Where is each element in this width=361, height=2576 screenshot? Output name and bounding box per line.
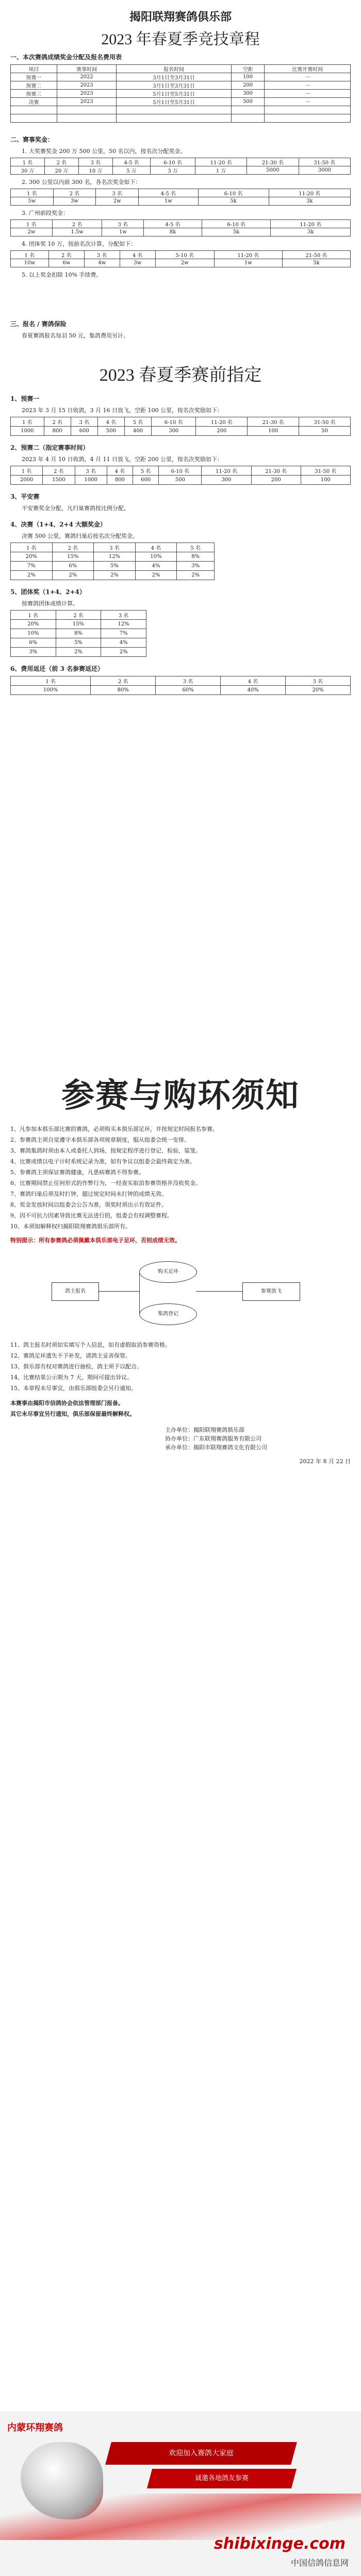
rule-item: 13、俱乐部有权对赛鸽进行抽检，鸽主须予以配合。 — [10, 1363, 142, 1370]
table-cell: 报名时间 — [117, 65, 232, 73]
table-cell: 3 名 — [156, 676, 221, 686]
race1-table — [10, 417, 351, 436]
table-cell: 21-30 名 — [251, 466, 301, 476]
table-row — [11, 81, 351, 90]
table-cell — [11, 114, 57, 123]
prize-table-2 — [10, 189, 351, 206]
table-cell: 5% — [56, 638, 101, 648]
table-cell: 1 名 — [11, 543, 53, 552]
section-registration — [10, 319, 351, 342]
table-cell: 1w — [214, 259, 282, 267]
table-cell: 4-5 名 — [112, 158, 150, 166]
table-cell: 1w — [102, 228, 144, 236]
rule-item: 2、参赛鸽主须自觉遵守本俱乐部各项规章制度，服从组委会统一安排。 — [10, 1137, 190, 1143]
table-row — [11, 427, 351, 436]
rule-item: 7、赛鸽归巢后须及时打钟，超过规定时间未打钟的成绩无效。 — [10, 1191, 167, 1197]
rule-item: 14、比赛结果公示期为 7 天，期间可提出异议。 — [10, 1374, 133, 1381]
table-cell: 100 — [248, 427, 299, 436]
paragraph: 春夏赛鸽报名每羽 50 元，集鸽费用另计。 — [22, 332, 129, 339]
table-cell: 赛事时间 — [57, 65, 116, 73]
team-table — [10, 610, 146, 657]
table-cell — [11, 106, 57, 114]
table-row — [11, 686, 351, 695]
table-cell: 3% — [177, 562, 215, 571]
table-cell: 1 名 — [11, 189, 54, 197]
table-cell: 4-5 名 — [139, 189, 199, 197]
table-header-row — [11, 611, 146, 620]
table-cell: 一 — [265, 90, 351, 98]
table-cell: 6-10 名 — [152, 417, 196, 427]
table-header-row — [11, 466, 351, 476]
table-row — [11, 562, 215, 571]
banner-slogan-1 — [105, 2442, 297, 2465]
table-cell: 7% — [101, 629, 146, 638]
table-cell: 2% — [101, 648, 146, 657]
table-cell — [57, 114, 116, 123]
table-cell: 2% — [52, 571, 94, 580]
table-cell: 100 — [301, 476, 350, 485]
table-cell: 5k — [282, 259, 350, 267]
table-cell: 2% — [94, 571, 136, 580]
table-cell: 1500 — [43, 476, 75, 485]
table-cell: 1 名 — [11, 611, 56, 620]
table-cell: 5 名 — [177, 543, 215, 552]
table-cell: 100 — [232, 73, 265, 81]
table-cell: 4% — [135, 562, 177, 571]
table-cell: 预赛一 — [11, 73, 57, 81]
flow-step-2: 集鸽登记 — [139, 1303, 197, 1325]
table-cell: 3 名 — [75, 466, 107, 476]
table-cell: 800 — [44, 427, 71, 436]
table-header-row — [11, 158, 351, 166]
closing-1: 本赛事由揭阳市信鸽协会依法管理部门报备。 — [10, 1400, 124, 1406]
table-cell: 3% — [11, 648, 56, 657]
slogan-1-text: 欢迎加入赛鸽大家庭 — [169, 2449, 234, 2458]
table-cell: 一 — [265, 81, 351, 90]
signature-block — [165, 1426, 351, 1466]
table-cell: 8% — [177, 552, 215, 562]
header — [10, 8, 351, 49]
co-organizer: 协办单位：广东联翔赛鸽服务有限公司 — [165, 1435, 261, 1442]
table-cell: 2w — [96, 197, 139, 206]
table-cell: 3 名 — [94, 543, 136, 552]
table-cell: 11-20 名 — [196, 417, 248, 427]
table-cell: 一 — [265, 98, 351, 106]
entry-table — [10, 64, 351, 123]
table-cell: 3w — [53, 197, 96, 206]
table-row — [11, 106, 351, 114]
table-cell: 200 — [232, 81, 265, 90]
rule-item: 6、比赛期间禁止任何形式的作弊行为，一经查实取消参赛资格并没收奖金。 — [10, 1180, 201, 1187]
table-cell: 11-20 名 — [269, 189, 350, 197]
table-cell: 5000 — [247, 166, 299, 175]
table-cell: 2 名 — [43, 466, 75, 476]
table-cell: 5% — [94, 562, 136, 571]
table-cell: 1000 — [75, 476, 107, 485]
table-cell: 1w — [139, 197, 199, 206]
table-header-row — [11, 543, 215, 552]
table-cell: 4 名 — [97, 417, 124, 427]
table-cell: 10 万 — [78, 166, 112, 175]
table-cell: 5 万 — [112, 166, 150, 175]
club-name: 揭阳联翔赛鸽俱乐部 — [129, 10, 232, 24]
table-cell: 5-10 名 — [155, 251, 214, 259]
table-cell: 21-30 名 — [248, 417, 299, 427]
table-cell: 2023 — [57, 90, 116, 98]
table-cell: 3 名 — [102, 220, 144, 228]
paragraph: 2. 300 公里以内前 300 名，各名次奖金如下： — [22, 179, 141, 185]
table-cell: 3000 — [299, 166, 350, 175]
table-header-row — [11, 189, 351, 197]
table-cell: 500 — [232, 98, 265, 106]
table-cell: 21-30 名 — [247, 158, 299, 166]
table-cell: 31-50 名 — [299, 417, 351, 427]
table-header-row — [11, 417, 351, 427]
part2-title: 2023 春夏季赛前指定 — [99, 366, 262, 385]
table-cell: 3 名 — [84, 251, 120, 259]
table-cell: 1 万 — [195, 166, 247, 175]
table-cell: 1 名 — [11, 158, 45, 166]
table-cell: 3 名 — [71, 417, 97, 427]
paragraph: 按赛鸽团体成绩计算。 — [22, 600, 78, 607]
table-cell: 2 名 — [91, 676, 156, 686]
table-cell: 8k — [144, 228, 202, 236]
prize-table-4 — [10, 250, 351, 267]
table-cell: 6% — [11, 638, 56, 648]
table-cell: 4 名 — [135, 543, 177, 552]
table-row — [11, 73, 351, 81]
table-header-row — [11, 220, 351, 228]
table-cell: 15% — [56, 620, 101, 629]
rules-title: 参赛与购环须知 — [61, 1077, 300, 1114]
table-cell: 6% — [52, 562, 94, 571]
table-cell: 300 — [202, 476, 251, 485]
rules-list-2 — [10, 1341, 351, 1393]
table-row — [11, 620, 146, 629]
table-cell: 项目 — [11, 65, 57, 73]
rule-item: 4、比赛成绩以电子计时系统记录为准，如有争议以组委会最终裁定为准。 — [10, 1158, 195, 1165]
table-cell — [117, 106, 232, 114]
table-cell: 2% — [177, 571, 215, 580]
table-row — [11, 638, 146, 648]
table-cell — [232, 114, 265, 123]
table-cell: 4-5 名 — [144, 220, 202, 228]
flow-diagram — [10, 1254, 351, 1331]
table-cell: 7% — [11, 562, 53, 571]
banner-title: 内蒙环翔赛鸽 — [7, 2422, 63, 2433]
rule-item: 9、因不可抗力因素导致比赛无法进行的，组委会有权调整赛程。 — [10, 1212, 173, 1219]
table-cell: 21-50 名 — [282, 251, 350, 259]
rule-item: 8、奖金发放时间以组委会公告为准，领奖时须出示有效证件。 — [10, 1201, 167, 1208]
table-cell: 5k — [202, 228, 271, 236]
red-note: 特别提示：所有参赛鸽必须佩戴本俱乐部电子足环，否则成绩无效。 — [10, 1237, 180, 1244]
table-cell: 600 — [71, 427, 97, 436]
table-cell: 200 — [196, 427, 248, 436]
rule-item: 10、本须知解释权归揭阳联翔赛鸽俱乐部所有。 — [10, 1223, 131, 1230]
section-heading: 二、赛事奖金： — [10, 136, 54, 143]
rules-list — [10, 1125, 351, 1231]
paragraph: 5. 以上奖金扣除 10% 手续费。 — [22, 272, 102, 278]
table-row — [11, 98, 351, 106]
table-cell: 1 名 — [11, 251, 49, 259]
subheading: 3、平安赛 — [10, 493, 40, 500]
table-cell: 2023 — [57, 81, 116, 90]
table-cell: 2 名 — [48, 251, 84, 259]
table-cell: 3月1日至3月31日 — [117, 81, 232, 90]
table-cell: 3k — [269, 197, 350, 206]
rule-item: 1、凡参加本俱乐部比赛的赛鸽，必须购买本俱乐部足环，并按规定时间报名参赛。 — [10, 1126, 218, 1132]
table-cell: 1 名 — [11, 466, 43, 476]
table-cell: 5 名 — [133, 466, 159, 476]
table-cell: 1.5w — [52, 228, 102, 236]
table-cell: 11-20 名 — [271, 220, 351, 228]
rule-item: 5、参赛鸽主须保证赛鸽健康，凡患病赛鸽不得参赛。 — [10, 1169, 144, 1176]
table-cell: 2w — [11, 228, 53, 236]
paragraph: 2023 年 4 月 10 日收鸽，4 月 11 日放飞，空距 200 公里，按名次奖励如下： — [22, 456, 223, 463]
table-cell — [265, 114, 351, 123]
section-heading: 三、报名 / 赛鸽保险 — [10, 320, 67, 328]
host: 承办单位：揭阳市联翔赛鸽文化有限公司 — [165, 1444, 267, 1451]
part2 — [10, 361, 351, 695]
table-cell: 3w — [120, 259, 155, 267]
subheading: 5、团体奖（1+4、2+4） — [10, 588, 86, 596]
table-cell: 空距 — [232, 65, 265, 73]
subheading: 2、预赛二（指定赛事时间） — [10, 444, 89, 451]
flow-start: 鸽主报名 — [52, 1282, 99, 1301]
table-cell: 500 — [97, 427, 124, 436]
table-header-row — [11, 676, 351, 686]
paragraph: 平安赛奖金分配，凡归巢赛鸽按比例分配。 — [22, 505, 129, 512]
table-cell: 50 — [299, 427, 351, 436]
table-cell: 4 名 — [107, 466, 133, 476]
table-cell: 100% — [11, 686, 91, 695]
table-cell: 6-10 名 — [159, 466, 202, 476]
table-row — [11, 629, 146, 638]
table-cell: 1 名 — [11, 220, 53, 228]
table-cell: 10% — [135, 552, 177, 562]
table-cell: 200 — [251, 476, 301, 485]
table-cell: 2% — [135, 571, 177, 580]
table-cell: 20% — [286, 686, 351, 695]
table-cell: 2 名 — [52, 543, 94, 552]
flow-step-1: 购买足环 — [139, 1261, 197, 1283]
table-cell: 600 — [133, 476, 159, 485]
table-cell: 4w — [84, 259, 120, 267]
table-cell: 10% — [11, 629, 56, 638]
table-row — [11, 259, 351, 267]
race2-table — [10, 466, 351, 485]
table-cell: 1000 — [11, 427, 44, 436]
table-cell: 3月1日至3月31日 — [117, 73, 232, 81]
final-table — [10, 543, 215, 580]
closing-2: 其它未尽事宜另行通知，俱乐部保留最终解释权。 — [10, 1411, 135, 1417]
table-cell: 10w — [11, 259, 49, 267]
table-cell: 20% — [11, 552, 53, 562]
table-cell: 11-20 名 — [195, 158, 247, 166]
table-cell: 5 名 — [124, 417, 151, 427]
table-cell: 11-20 名 — [214, 251, 282, 259]
table-cell: 20 万 — [44, 166, 78, 175]
table-cell: 5月1日至5月31日 — [117, 98, 232, 106]
table-cell: 1 名 — [11, 676, 91, 686]
table-cell: 300 — [232, 90, 265, 98]
table-cell: 40% — [221, 686, 286, 695]
table-cell: 2% — [11, 571, 53, 580]
table-cell: 5k — [198, 197, 269, 206]
refund-table — [10, 676, 351, 695]
table-cell: 3k — [271, 228, 351, 236]
table-cell: 2023 — [57, 98, 116, 106]
table-cell: 30 万 — [11, 166, 45, 175]
table-cell: 60% — [156, 686, 221, 695]
section-heading: 一、本次赛鸽成绩奖金分配及报名费用表 — [10, 54, 122, 61]
table-cell: 2% — [56, 648, 101, 657]
paragraph: 1. 大奖赛奖金 200 万 500 公里，50 名以内，按名次分配奖金。 — [22, 148, 186, 155]
table-row — [11, 90, 351, 98]
table-cell: 2022 — [57, 73, 116, 81]
table-cell: 15% — [52, 552, 94, 562]
table-cell: 2 名 — [52, 220, 102, 228]
table-cell: 2 名 — [56, 611, 101, 620]
table-row — [11, 476, 351, 485]
section-entry-table — [10, 53, 351, 123]
table-cell: 5w — [11, 197, 54, 206]
table-cell: 2000 — [11, 476, 43, 485]
table-header-row — [11, 65, 351, 73]
page-title: 2023 年春夏季竞技章程 — [101, 31, 260, 48]
watermark-url[interactable]: shibixinge.com — [214, 2535, 346, 2553]
table-cell: 2 名 — [44, 417, 71, 427]
table-cell — [117, 114, 232, 123]
table-cell: 300 — [152, 427, 196, 436]
date: 2022 年 8 月 22 日 — [299, 1458, 351, 1465]
table-cell: 4 名 — [221, 676, 286, 686]
slogan-2-text: 诚邀各地鸽友参赛 — [194, 2475, 249, 2482]
paragraph: 决赛 500 公里，赛鸽归巢后按名次分配奖金。 — [22, 533, 138, 539]
table-cell: 12% — [101, 620, 146, 629]
prize-table-1 — [10, 158, 351, 175]
table-cell — [57, 106, 116, 114]
table-row — [11, 166, 351, 175]
table-cell: 31-50 名 — [299, 158, 350, 166]
table-cell: 预赛二 — [11, 81, 57, 90]
table-cell: 一 — [265, 73, 351, 81]
table-cell — [265, 106, 351, 114]
table-cell: 1 名 — [11, 417, 44, 427]
table-cell: 4 名 — [120, 251, 155, 259]
table-cell: 5月1日至5月31日 — [117, 90, 232, 98]
paragraph: 3. 广州前段奖金： — [22, 210, 69, 216]
organizer: 主办单位：揭阳联翔赛鸽俱乐部 — [165, 1427, 244, 1433]
watermark-site-name: 中国信鸽信息网 — [290, 2558, 349, 2568]
subheading: 4、决赛（1+4、2+4 大额奖金） — [10, 521, 107, 528]
table-cell: 6w — [48, 259, 84, 267]
table-cell: 4% — [101, 638, 146, 648]
rule-item: 3、赛鸽集鸽时须由本人或委托人到场，按规定程序进行登记、检验、装笼。 — [10, 1147, 201, 1154]
ad-banner[interactable] — [0, 2411, 361, 2576]
table-cell: 6-10 名 — [151, 158, 195, 166]
table-cell: 3 名 — [101, 611, 146, 620]
table-cell: 31-50 名 — [301, 466, 350, 476]
subheading: 1、预赛一 — [10, 395, 40, 402]
table-cell: 3 名 — [78, 158, 112, 166]
table-row — [11, 228, 351, 236]
table-row — [11, 114, 351, 123]
table-cell: 比赛开赛时间 — [265, 65, 351, 73]
table-cell: 8% — [56, 629, 101, 638]
table-cell: 决赛 — [11, 98, 57, 106]
table-cell: 12% — [94, 552, 136, 562]
table-cell: 2 名 — [44, 158, 78, 166]
table-cell: 3 万 — [151, 166, 195, 175]
table-cell: 2w — [155, 259, 214, 267]
prize-table-3 — [10, 219, 351, 236]
paragraph: 2023 年 3 月 15 日收鸽，3 月 16 日放飞，空距 100 公里，按名次奖励如下： — [22, 407, 223, 414]
table-row — [11, 197, 351, 206]
table-cell: 6-10 名 — [198, 189, 269, 197]
table-cell: 20% — [11, 620, 56, 629]
table-cell: 3 名 — [96, 189, 139, 197]
table-cell: 500 — [159, 476, 202, 485]
paragraph: 4. 团体奖 10 万，按前名次计算，分配如下： — [22, 241, 136, 247]
rule-item: 15、本章程未尽事宜，由俱乐部组委会另行通知。 — [10, 1385, 137, 1392]
table-cell: 800 — [107, 476, 133, 485]
rules — [10, 1069, 351, 1466]
rule-item: 12、赛鸽足环遗失不予补发，请鸽主妥善保管。 — [10, 1352, 131, 1359]
table-cell: 预赛三 — [11, 90, 57, 98]
banner-slogan-2 — [147, 2469, 297, 2488]
flow-end: 参赛放飞 — [242, 1282, 300, 1301]
table-cell: 6-10 名 — [202, 220, 271, 228]
table-row — [11, 552, 215, 562]
table-cell: 80% — [91, 686, 156, 695]
rule-item: 11、鸽主报名时须如实填写个人信息，如有虚假取消参赛资格。 — [10, 1342, 171, 1348]
table-cell: 2 名 — [53, 189, 96, 197]
table-cell: 5 名 — [286, 676, 351, 686]
table-cell: 11-20 名 — [202, 466, 251, 476]
section-prize — [10, 135, 351, 281]
table-row — [11, 648, 146, 657]
table-cell — [232, 106, 265, 114]
subheading: 6、费用返还（前 3 名参赛返还） — [10, 665, 104, 672]
table-cell: 400 — [124, 427, 151, 436]
table-header-row — [11, 251, 351, 259]
table-row — [11, 571, 215, 580]
